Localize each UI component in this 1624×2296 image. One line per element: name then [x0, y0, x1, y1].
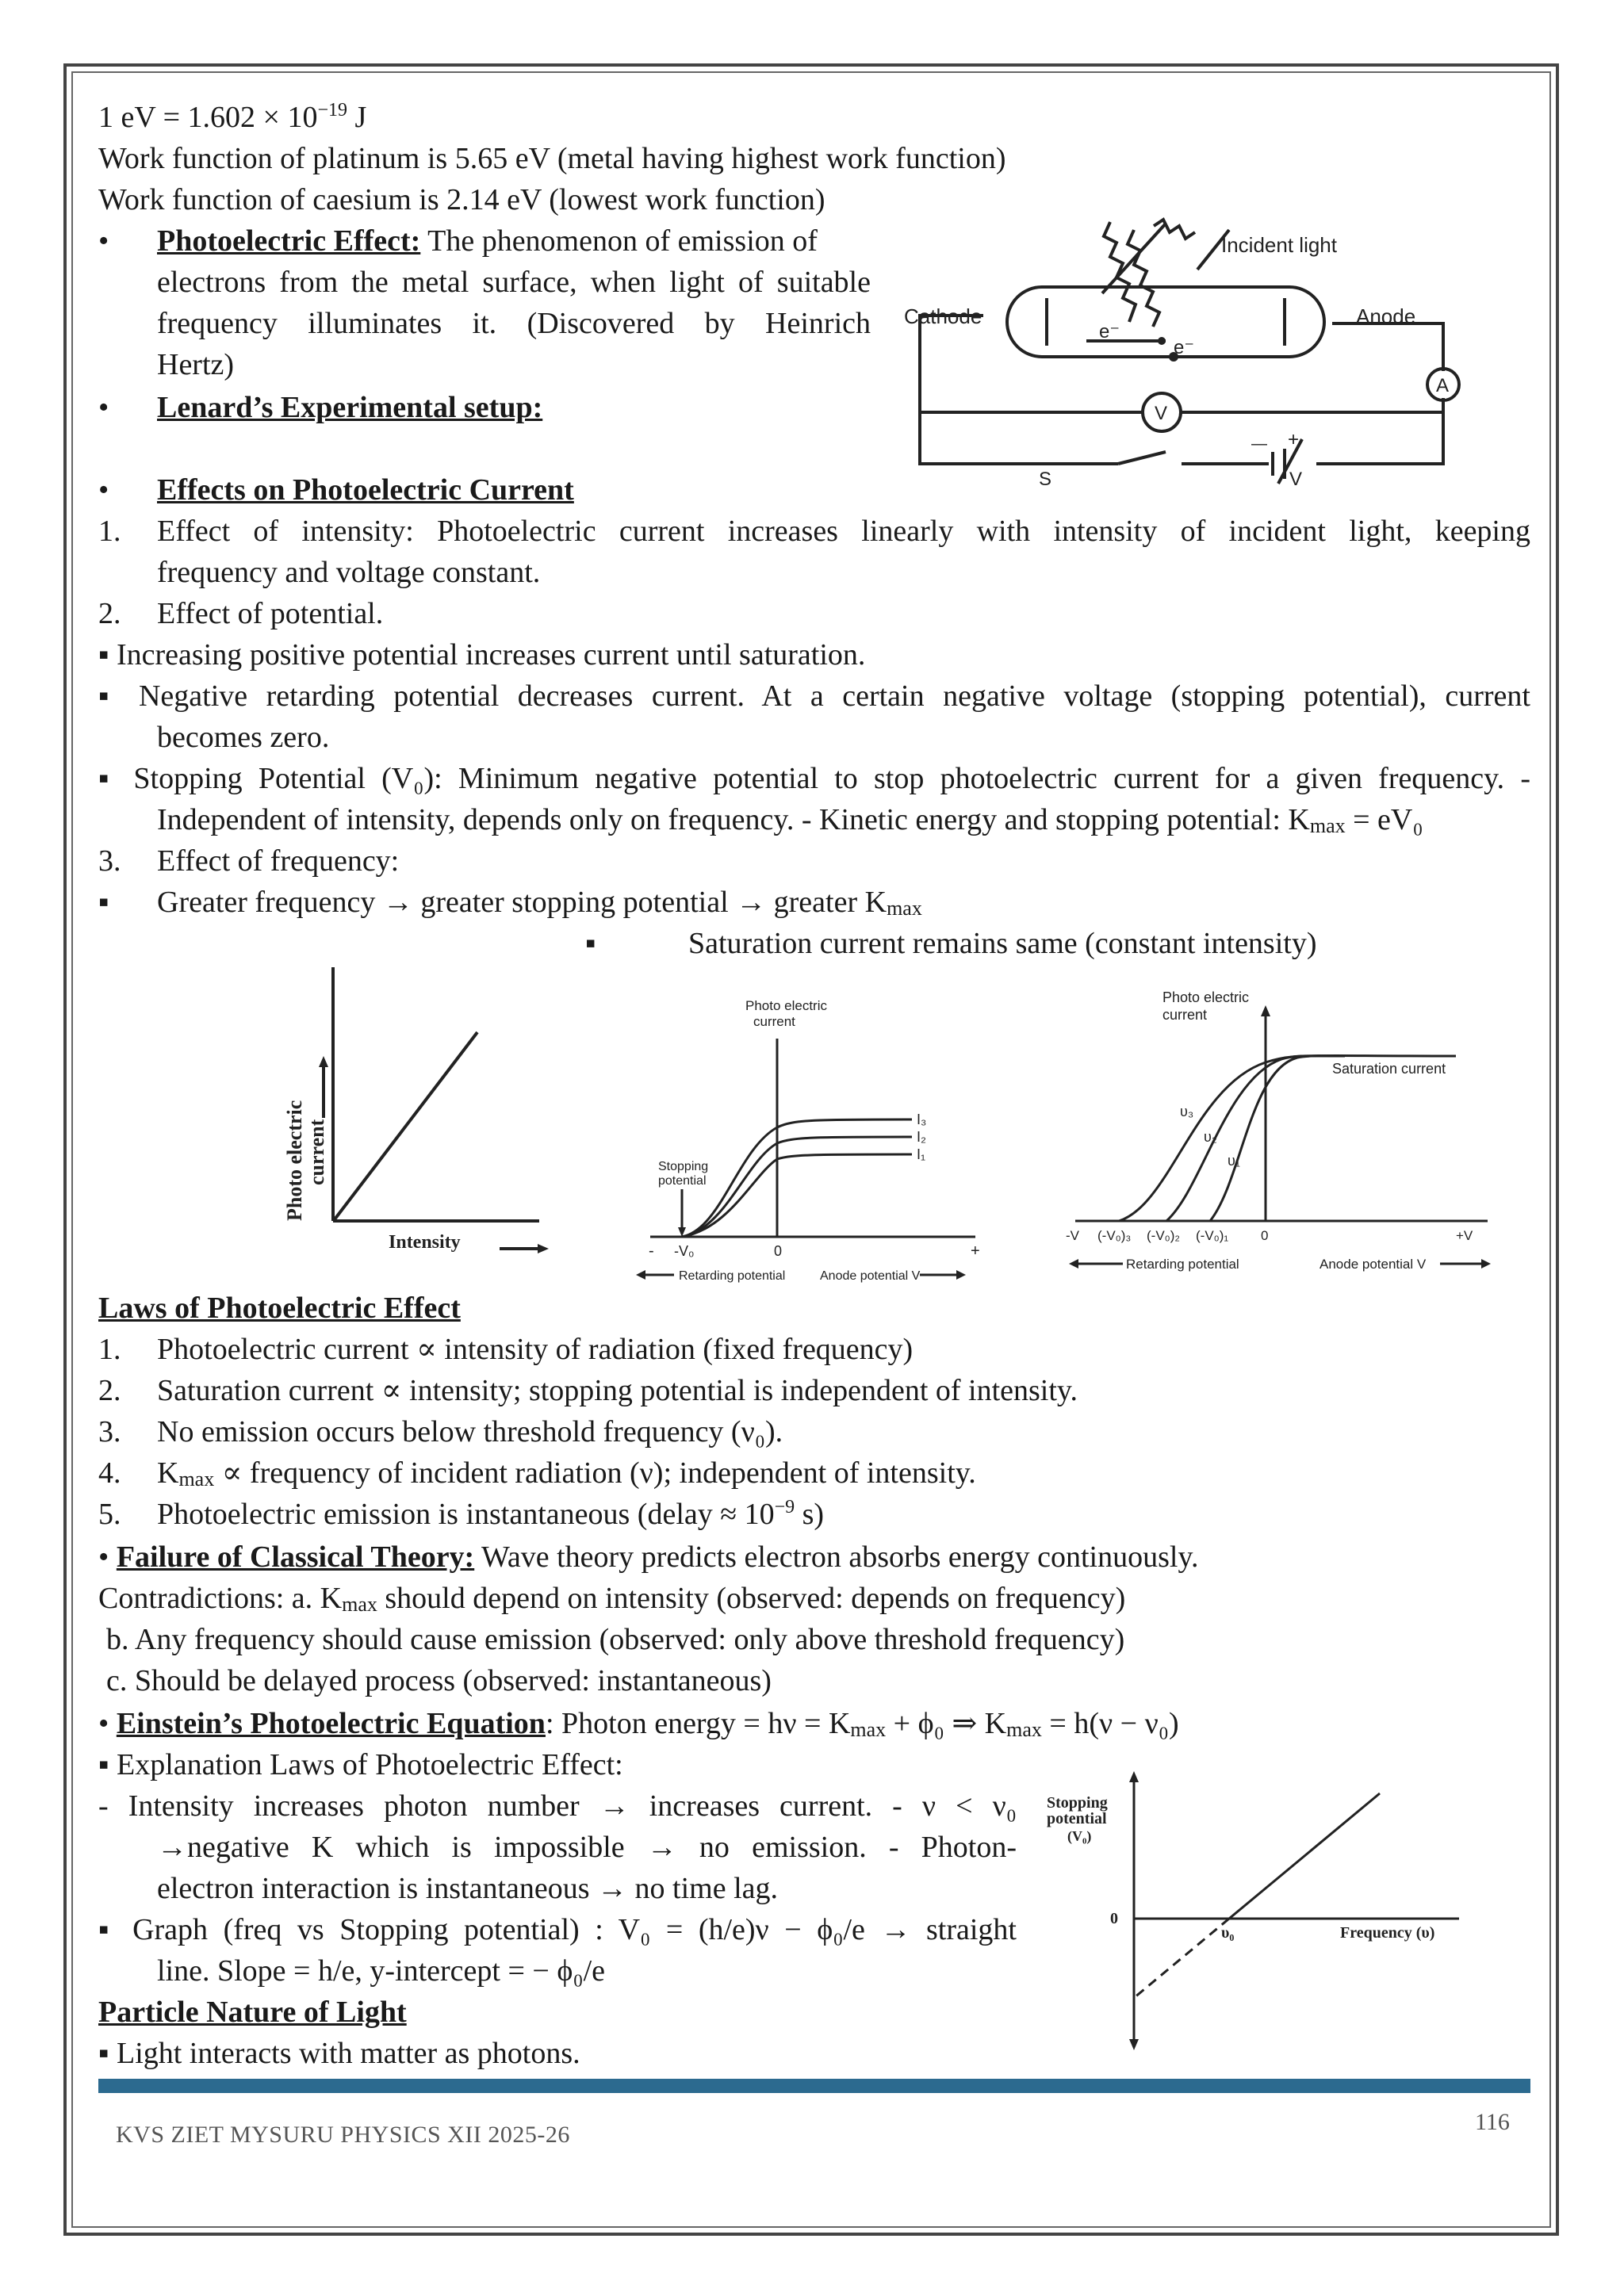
frequency-point-1: Greater frequency → greater stopping potential → greater Kmax [157, 886, 922, 920]
lenard-title: Lenard’s Experimental setup: [157, 391, 543, 424]
laws-title: Laws of Photoelectric Effect [98, 1292, 461, 1325]
curve-label-i1: I₁ [917, 1146, 926, 1162]
effect-intensity: Effect of intensity: Photoelectric current increases linearly with intensity of incident light, keeping [157, 515, 1530, 548]
list-number: 3. [98, 1415, 121, 1448]
origin-label: 0 [1110, 1910, 1118, 1927]
graph-current-vs-potential-intensity [626, 991, 1023, 1292]
threshold-label: υ₀ [1221, 1924, 1235, 1942]
nu3-label: υ₃ [1180, 1104, 1194, 1119]
tick-label: (-V₀)₂ [1147, 1228, 1180, 1243]
minus-label: — [1251, 435, 1267, 453]
graph4-xlabel: Frequency (υ) [1340, 1924, 1435, 1942]
graph3-ylabel: Photo electric [1162, 989, 1250, 1005]
photoelectric-definition-line4: Hertz) [157, 348, 235, 381]
curve-label-i3: I₃ [917, 1112, 927, 1127]
law-item: Photoelectric current ∝ intensity of radiation (fixed frequency) [157, 1333, 914, 1366]
battery-label: V [1289, 469, 1303, 490]
contradiction-b: b. Any frequency should cause emission (observed: only above threshold frequency) [106, 1623, 1125, 1656]
ev-conversion: 1 eV = $1.602 \times 10^{-19}$ J [98, 100, 367, 134]
graph4-ylabel-3: (V₀) [1067, 1828, 1092, 1844]
list-number: 3. [98, 844, 121, 878]
retarding-arrowhead [1069, 1259, 1078, 1269]
incident-light-label: Incident light [1221, 233, 1337, 257]
saturation-label: Saturation current [1332, 1061, 1446, 1077]
law-item: Kmax ∝ frequency of incident radiation (ν); independent of intensity. [157, 1456, 976, 1490]
curve-nu3 [1119, 1056, 1345, 1221]
platinum-work-function: Work function of platinum is 5.65 eV (metal having highest work function) [98, 142, 1006, 175]
stopping-label-2: potential [658, 1174, 707, 1188]
anode-label: Anode potential V [820, 1269, 921, 1283]
law-item: Photoelectric emission is instantaneous (delay ≈ $10^{-9}$ s) [157, 1497, 825, 1531]
effects-title: Effects on Photoelectric Current [157, 473, 574, 507]
photoelectric-definition-line2: electrons from the metal surface, when light of suitable [157, 266, 871, 299]
graph3-ylabel-2: current [1162, 1007, 1208, 1023]
effect-intensity-line2: frequency and voltage constant. [157, 556, 541, 589]
current-line [335, 1032, 477, 1219]
list-number: 2. [98, 597, 121, 630]
graph1-xlabel: Intensity [389, 1232, 461, 1253]
plus-tick: + [971, 1242, 980, 1260]
graph4-ylabel-2: potential [1047, 1810, 1107, 1827]
bullet-dot: • [98, 391, 109, 424]
footer-bar [98, 2079, 1530, 2093]
failure-heading: • Failure of Classical Theory: Wave theory predicts electron absorbs energy continuously. [98, 1540, 1199, 1574]
graph1-ylabel: Photo electric [283, 1100, 306, 1221]
plus-label: + [1288, 429, 1300, 450]
extrapolated-line [1134, 1919, 1229, 1998]
explanation-line3: electron interaction is instantaneous → no time lag. [157, 1872, 779, 1905]
anode-arrowhead [1481, 1259, 1491, 1269]
square-bullet-item: ▪ Negative retarding potential decreases current. At a certain negative voltage (stopping potential), current [98, 679, 1530, 713]
tick-label: -V [1066, 1228, 1079, 1243]
square-bullet-continuation: Independent of intensity, depends only on frequency. - Kinetic energy and stopping potential: Kmax = eV₀ [157, 803, 1423, 837]
tick-label: 0 [1261, 1228, 1269, 1243]
y-arrowhead-bottom [1129, 2039, 1139, 2050]
curve-label-i2: I₂ [917, 1129, 926, 1145]
bullet-dot: • [98, 224, 109, 258]
curve-i1 [682, 1154, 912, 1237]
law-item: Saturation current ∝ intensity; stopping potential is independent of intensity. [157, 1374, 1078, 1407]
explanation-line1: - Intensity increases photon number → increases current. - ν < ν₀ [98, 1789, 1017, 1823]
bullet-dot: • [98, 473, 109, 507]
stopping-label: Stopping [658, 1160, 709, 1173]
square-bullet-marker: ▪ [98, 886, 109, 919]
y-arrow-head [319, 1056, 328, 1067]
stopping-line [1229, 1793, 1380, 1919]
footer-source: KVS ZIET MYSURU PHYSICS XII 2025-26 [116, 2122, 570, 2148]
einstein-equation: • Einstein’s Photoelectric Equation: Photon energy = hν = Kmax + ϕ₀ ⇒ Kmax = h(ν − ν₀) [98, 1707, 1179, 1741]
curve-nu2 [1166, 1056, 1345, 1221]
graph4-ylabel: Stopping [1047, 1794, 1108, 1812]
electron-label: e⁻ [1099, 321, 1120, 342]
frequency-point-2: Saturation current remains same (constant intensity) [688, 927, 1317, 960]
voltmeter-label: V [1155, 403, 1168, 424]
photoelectric-definition-line3: frequency illuminates it. (Discovered by Heinrich [157, 307, 871, 340]
list-number: 4. [98, 1456, 121, 1490]
contradiction-c: c. Should be delayed process (observed: instantaneous) [106, 1664, 772, 1697]
list-number: 1. [98, 515, 121, 548]
tick-label: (-V₀)₃ [1097, 1228, 1132, 1243]
anode-label: Anode [1356, 304, 1416, 328]
x-arrow-head [538, 1244, 549, 1253]
law-item: No emission occurs below threshold frequency (ν₀). [157, 1415, 783, 1448]
effect-frequency: Effect of frequency: [157, 844, 400, 878]
v0-tick: -V₀ [674, 1243, 695, 1259]
electron-dot [1158, 337, 1166, 345]
curve-nu1 [1210, 1056, 1456, 1222]
ammeter-label: A [1436, 375, 1450, 396]
anode-arrowhead [956, 1270, 966, 1280]
explanation-line2: →negative K which is impossible → no emission. - Photon- [157, 1831, 1017, 1864]
electron-label: e⁻ [1174, 337, 1195, 358]
retarding-label: Retarding potential [679, 1269, 786, 1283]
vacuum-tube [1007, 287, 1324, 357]
caesium-work-function: Work function of caesium is 2.14 eV (lowest work function) [98, 183, 825, 216]
list-number: 5. [98, 1498, 121, 1531]
cathode-label: Cathode [904, 304, 982, 328]
square-bullet-item: ▪ Light interacts with matter as photons. [98, 2037, 580, 2070]
square-bullet-item: ▪ Increasing positive potential increases current until saturation. [98, 638, 866, 672]
minus-tick: - [649, 1242, 654, 1260]
square-bullet-item: ▪ Stopping Potential (V₀): Minimum negative potential to stop photoelectric current for a given frequency. - [98, 762, 1530, 795]
square-bullet-continuation: becomes zero. [157, 721, 330, 754]
graph1-ylabel-2: current [305, 1119, 328, 1185]
retarding-arrowhead [636, 1270, 645, 1280]
graph-current-vs-intensity [270, 959, 563, 1276]
list-number: 2. [98, 1374, 121, 1407]
tick-label: +V [1456, 1228, 1473, 1243]
list-number: 1. [98, 1333, 121, 1366]
tick-label: (-V₀)₁ [1196, 1228, 1229, 1243]
graph-current-vs-potential-frequency [1059, 983, 1503, 1292]
retarding-label: Retarding potential [1126, 1257, 1239, 1272]
lenard-setup-figure [904, 214, 1467, 492]
y-arrowhead-top [1129, 1771, 1139, 1782]
square-bullet-marker: ▪ [585, 927, 596, 960]
graph2-ylabel-2: current [753, 1014, 795, 1029]
page-number: 116 [1475, 2109, 1510, 2135]
contradiction-a: Contradictions: a. Kmax should depend on intensity (observed: depends on frequency) [98, 1582, 1126, 1616]
effect-potential: Effect of potential. [157, 597, 384, 630]
zero-tick: 0 [774, 1243, 783, 1259]
square-bullet-item: ▪ Graph (freq vs Stopping potential) : V₀ = (h/e)ν − ϕ₀/e → straight [98, 1913, 1017, 1946]
graph-stopping-potential-vs-frequency [1039, 1768, 1483, 2053]
anode-label: Anode potential V [1320, 1257, 1427, 1272]
square-bullet-item: ▪ Explanation Laws of Photoelectric Effect: [98, 1748, 623, 1781]
photoelectric-definition: Photoelectric Effect: The phenomenon of emission of [157, 224, 818, 258]
switch-label: S [1039, 469, 1052, 490]
graph2-ylabel: Photo electric [745, 998, 827, 1013]
nu2-label: υ₂ [1204, 1129, 1217, 1145]
particle-title: Particle Nature of Light [98, 1996, 407, 2029]
graph-slope-line: line. Slope = h/e, y-intercept = − ϕ₀/e [157, 1954, 606, 1988]
y-arrowhead [1261, 1005, 1270, 1016]
nu1-label: υ₁ [1228, 1153, 1240, 1169]
